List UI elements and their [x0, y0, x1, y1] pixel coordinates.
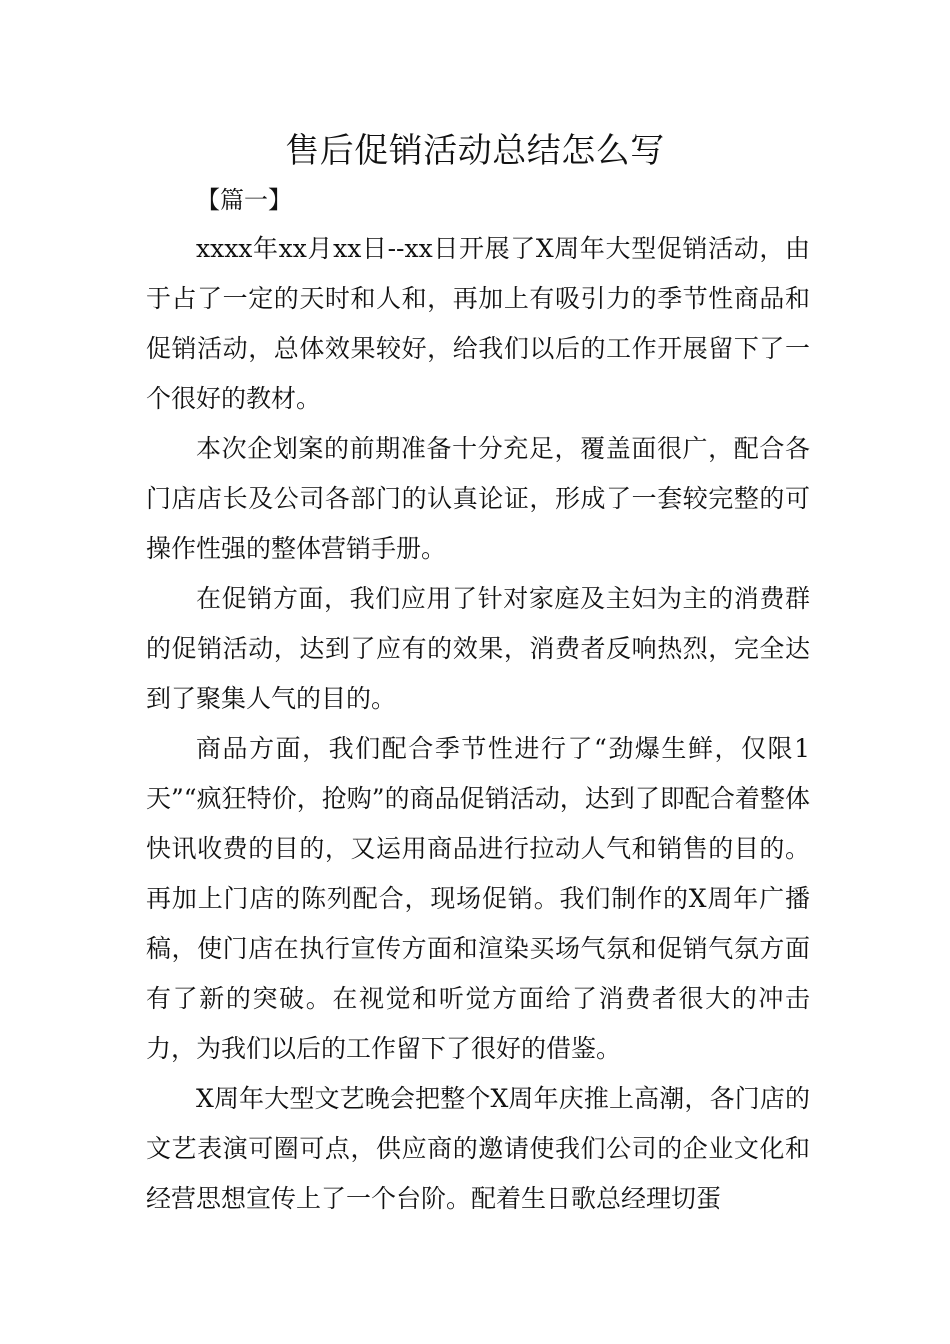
section-label: 【篇一】 [196, 186, 292, 214]
paragraph-5: X周年大型文艺晚会把整个X周年庆推上高潮，各门店的文艺表演可圈可点，供应商的邀请使我们公司的企业文化和经营思想宣传上了一个台阶。配着生日歌总经理切蛋 [146, 1084, 810, 1213]
paragraph-3: 在促销方面，我们应用了针对家庭及主妇为主的消费群的促销活动，达到了应有的效果，消费者反响热烈，完全达到了聚集人气的目的。 [146, 584, 810, 713]
document-title: 售后促销活动总结怎么写 [285, 131, 665, 171]
paragraph-2: 本次企划案的前期准备十分充足，覆盖面很广，配合各门店店长及公司各部门的认真论证，形成了一套较完整的可操作性强的整体营销手册。 [146, 434, 810, 563]
document-body [146, 224, 810, 1224]
paragraph-1: xxxx年xx月xx日--xx日开展了X周年大型促销活动，由于占了一定的天时和人和，再加上有吸引力的季节性商品和促销活动，总体效果较好，给我们以后的工作开展留下了一个很好的教材。 [146, 234, 810, 413]
paragraph-4: 商品方面，我们配合季节性进行了“劲爆生鲜，仅限1天”“疯狂特价，抢购”的商品促销活动，达到了即配合着整体快讯收费的目的，又运用商品进行拉动人气和销售的目的。再加上门店的陈列配合，现场促销。我们制作的X周年广播稿，使门店在执行宣传方面和渲染买场气氛和促销气氛方面有了新的突破。在视觉和听觉方面给了消费者很大的冲击力，为我们以后的工作留下了很好的借鉴。 [146, 734, 810, 1063]
